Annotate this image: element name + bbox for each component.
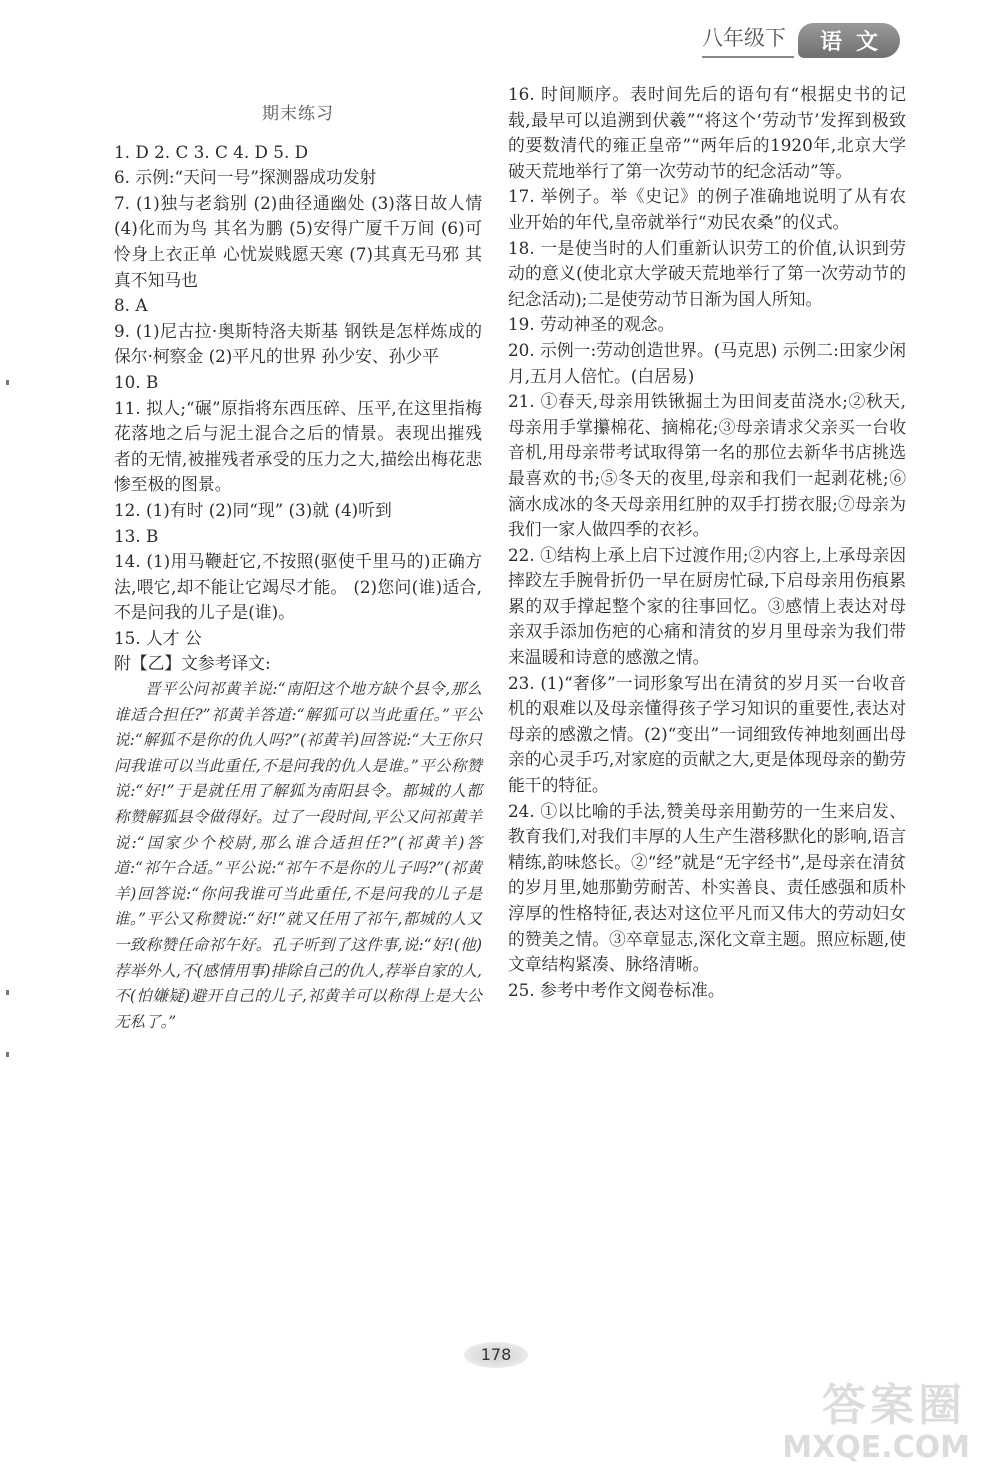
watermark-text: 答案圈 — [822, 1380, 966, 1431]
answer-line: 25. 参考中考作文阅卷标准。 — [508, 979, 725, 1000]
section-title: 期末练习 — [262, 104, 334, 124]
grade-label: 八年级下 — [702, 22, 794, 58]
answer-line: 11. 拟人;“碾”原指将东西压碎、压平,在这里指梅花落地之后与泥土混合之后的情景。表现出摧残者的无情,被摧残者承受的压力之大,描绘出梅花悲惨至极的图景。 — [114, 397, 482, 495]
answer-line: 23. (1)“奢侈”一词形象写出在清贫的岁月买一台收音机的艰难以及母亲懂得孩子学习知识的重要性,表达对母亲的感激之情。(2)“变出”一词细致传神地刻画出母亲的心灵手巧,对家庭的贡献之大,更是体现母亲的勤劳能干的特征。 — [508, 672, 906, 796]
answer-line: 24. ①以比喻的手法,赞美母亲用勤劳的一生来启发、教育我们,对我们丰厚的人生产生潜移默化的影响,语言精练,韵味悠长。②“经”就是“无字经书”,是母亲在清贫的岁月里,她那勤劳耐苦、朴实善良、责任感强和质朴淳厚的性格特征,表达对这位平凡而又伟大的劳动妇女的赞美之情。③卒章显志,深化文章主题。照应标题,使文章结构紧凑、脉络清晰。 — [508, 800, 906, 975]
answer-line: 15. 人才 公 — [114, 627, 202, 648]
margin-mark — [6, 380, 9, 385]
margin-mark — [6, 1052, 9, 1057]
answer-line: 14. (1)用马鞭赶它,不按照(驱使千里马的)正确方法,喂它,却不能让它竭尽才能。 (2)您问(谁)适合,不是问我的儿子是(谁)。 — [114, 551, 482, 623]
answer-line: 20. 示例一:劳动创造世界。(马克思) 示例二:田家少闲月,五月人倍忙。(白居易) — [508, 339, 906, 386]
page-header — [702, 22, 900, 58]
answer-line: 附【乙】文参考译文: — [114, 653, 271, 674]
answer-line: 12. (1)有时 (2)同“现” (3)就 (4)听到 — [114, 499, 392, 520]
page-number: 178 — [464, 1342, 528, 1368]
answer-line: 1. D 2. C 3. C 4. D 5. D — [114, 141, 309, 162]
answer-line: 21. ①春天,母亲用铁锹掘土为田间麦苗浇水;②秋天,母亲用手掌攥棉花、摘棉花;③母亲请求父亲买一台收音机,用母亲带考试取得第一名的那位去新华书店挑选最喜欢的书;⑤冬天的夜里,母亲和我们一起剥花桃;⑥滴水成冰的冬天母亲用红肿的双手打捞衣服;⑦母亲为我们一家人做四季的衣衫。 — [508, 391, 906, 540]
answer-line: 10. B — [114, 371, 159, 392]
answer-line: 22. ①结构上承上启下过渡作用;②内容上,上承母亲因摔跤左手腕骨折仍一早在厨房忙碌,下启母亲用伤痕累累的双手撑起整个家的往事回忆。③感情上表达对母亲双手添加伤疤的心痛和清贫的岁月里母亲为我们带来温暖和诗意的感激之情。 — [508, 544, 906, 668]
answer-line: 8. A — [114, 295, 148, 316]
answer-line: 16. 时间顺序。表时间先后的语句有“根据史书的记载,最早可以追溯到伏羲”“将这个‘劳动节’发挥到极致的要数清代的雍正皇帝”“两年后的1920年,北京大学破天荒地举行了第一次劳动节的纪念活动”等。 — [508, 84, 906, 181]
margin-mark — [6, 990, 9, 995]
translation-text: 晋平公问祁黄羊说:“南阳这个地方缺个县令,那么谁适合担任?”祁黄羊答道:“解狐可以当此重任。”平公说:“解狐不是你的仇人吗?”(祁黄羊)回答说:“大王你只问我谁可以当此重任,不是问我的仇人是谁。”平公称赞说:“好!”于是就任用了解狐为南阳县令。都城的人都称赞解狐县令做得好。过了一段时间,平公又问祁黄羊说:“国家少个校尉,那么谁合适担任?”(祁黄羊)答道:“祁午合适。”平公说:“祁午不是你的儿子吗?”(祁黄羊)回答说:“你问我谁可当此重任,不是问我的儿子是谁。”平公又称赞说:“好!”就又任用了祁午,都城的人又一致称赞任命祁午好。孔子听到了这件事,说:“好!(他)荐举外人,不(感情用事)排除自己的仇人,荐举自家的人,不(怕嫌疑)避开自己的儿子,祁黄羊可以称得上是大公无私了。” — [114, 680, 482, 1031]
watermark-logo — [782, 1361, 980, 1471]
answer-line: 7. (1)独与老翁别 (2)曲径通幽处 (3)落日故人情 (4)化而为鸟 其名为鹏 (5)安得广厦千万间 (6)可怜身上衣正单 心忧炭贱愿天寒 (7)其真无马邪 其真不知马也 — [114, 192, 482, 290]
answer-line: 18. 一是使当时的人们重新认识劳工的价值,认识到劳动的意义(使北京大学破天荒地举行了第一次劳动节的纪念活动);二是使劳动节日渐为国人所知。 — [508, 237, 906, 309]
answer-line: 6. 示例:“天问一号”探测器成功发射 — [114, 167, 377, 188]
answer-line: 9. (1)尼古拉·奥斯特洛夫斯基 钢铁是怎样炼成的 保尔·柯察金 (2)平凡的世界 孙少安、孙少平 — [114, 320, 482, 367]
watermark-url: MXQE.COM — [782, 1430, 970, 1465]
subject-badge: 语文 — [798, 23, 900, 58]
answer-line: 13. B — [114, 525, 159, 546]
right-column — [508, 82, 906, 1003]
answer-line: 17. 举例子。举《史记》的例子准确地说明了从有农业开始的年代,皇帝就举行“劝民农桑”的仪式。 — [508, 186, 906, 232]
answer-line: 19. 劳动神圣的观念。 — [508, 314, 675, 335]
left-column — [114, 82, 482, 1035]
